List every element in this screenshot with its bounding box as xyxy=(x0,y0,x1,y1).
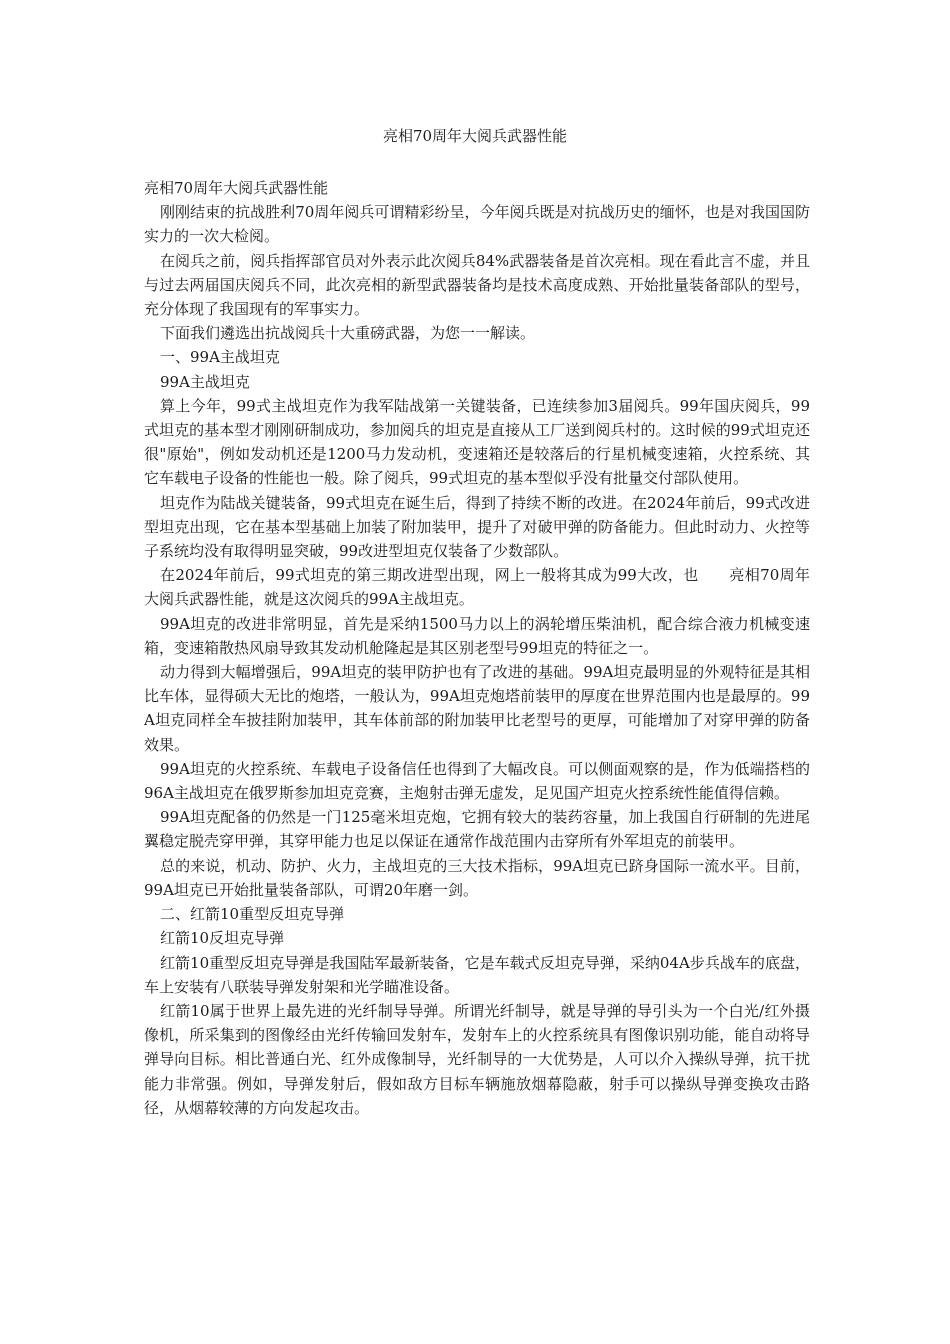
paragraph: 总的来说，机动、防护、火力，主战坦克的三大技术指标，99A坦克已跻身国际一流水平。目前，99A坦克已开始批量装备部队，可谓20年磨一剑。 xyxy=(144,856,810,899)
paragraph: 刚刚结束的抗战胜利70周年阅兵可谓精彩纷呈，今年阅兵既是对抗战历史的缅怀，也是对我国国防实力的一次大检阅。 xyxy=(144,203,810,246)
paragraph: 红箭10反坦克导弹 xyxy=(160,929,285,948)
paragraph: 亮相70周年大阅兵武器性能 xyxy=(144,179,329,197)
paragraph: 99A主战坦克 xyxy=(160,372,250,391)
paragraph: 99A坦克配备的仍然是一门125毫米坦克炮，它拥有较大的装药容量，加上我国自行研制的先进尾翼稳定脱壳穿甲弹，其穿甲能力也足以保证在通常作战范围内击穿所有外军坦克的前装甲。 xyxy=(144,808,810,851)
paragraph: 红箭10重型反坦克导弹是我国陆军最新装备，它是车载式反坦克导弹，采纳04A步兵战车的底盘，车上安装有八联装导弹发射架和光学瞄准设备。 xyxy=(144,953,810,996)
paragraph: 红箭10属于世界上最先进的光纤制导导弹。所谓光纤制导，就是导弹的导引头为一个白光/红外摄像机，所采集到的图像经由光纤传输回发射车，发射车上的火控系统具有图像识别功能，能自动将导弹导向目标。相比普通白光、红外成像制导，光纤制导的一大优势是，人可以介入操纵导弹，抗干扰能力非常强。例如，导弹发射后，假如敌方目标车辆施放烟幕隐蔽，射手可以操纵导弹变换攻击路径，从烟幕较薄的方向发起攻击。 xyxy=(144,1001,810,1117)
paragraph: 动力得到大幅增强后，99A坦克的装甲防护也有了改进的基础。99A坦克最明显的外观特征是其相比车体，显得硕大无比的炮塔，一般认为，99A坦克炮塔前装甲的厚度在世界范围内也是最厚的。99A坦克同样全车披挂附加装甲，其车体前部的附加装甲比老型号的更厚，可能增加了对穿甲弹的防备效果。 xyxy=(144,663,810,754)
paragraph: 在阅兵之前，阅兵指挥部官员对外表示此次阅兵84%武器装备是首次亮相。现在看此言不虚，并且与过去两届国庆阅兵不同，此次亮相的新型武器装备均是技术高度成熟、开始批量装备部队的型号，充分体现了我国现有的军事实力。 xyxy=(144,251,810,319)
paragraph: 算上今年，99式主战坦克作为我军陆战第一关键装备，已连续参加3届阅兵。99年国庆阅兵，99式坦克的基本型才刚刚研制成功，参加阅兵的坦克是直接从工厂送到阅兵村的。这时候的99式坦克还很"原始"，例如发动机还是1200马力发动机，变速箱还是较落后的行星机械变速箱，火控系统、其它车载电子设备的性能也一般。除了阅兵，99式坦克的基本型似乎没有批量交付部队使用。 xyxy=(144,396,810,488)
paragraph: 99A坦克的改进非常明显，首先是采纳1500马力以上的涡轮增压柴油机，配合综合液力机械变速箱，变速箱散热风扇导致其发动机舱隆起是其区别老型号99坦克的特征之一。 xyxy=(144,614,810,657)
paragraph: 二、红箭10重型反坦克导弹 xyxy=(160,905,345,924)
paragraph: 99A坦克的火控系统、车载电子设备信任也得到了大幅改良。可以侧面观察的是，作为低端搭档的96A主战坦克在俄罗斯参加坦克竞赛，主炮射击弹无虚发，足见国产坦克火控系统性能值得信赖。 xyxy=(144,759,810,803)
paragraph: 下面我们遴选出抗战阅兵十大重磅武器，为您一一解读。 xyxy=(160,324,536,343)
paragraph: 一、99A主战坦克 xyxy=(160,348,280,367)
document-title: 亮相70周年大阅兵武器性能 xyxy=(382,127,568,145)
document-body xyxy=(144,176,810,1120)
paragraph: 坦克作为陆战关键装备，99式坦克在诞生后，得到了持续不断的改进。在2024年前后，99式改进型坦克出现，它在基本型基础上加装了附加装甲，提升了对破甲弹的防备能力。但此时动力、火控等子系统均没有取得明显突破，99改进型坦克仅装备了少数部队。 xyxy=(144,493,810,561)
paragraph: 在2024年前后，99式坦克的第三期改进型出现，网上一般将其成为99大改，也 亮相70周年大阅兵武器性能，就是这次阅兵的99A主战坦克。 xyxy=(144,566,810,609)
